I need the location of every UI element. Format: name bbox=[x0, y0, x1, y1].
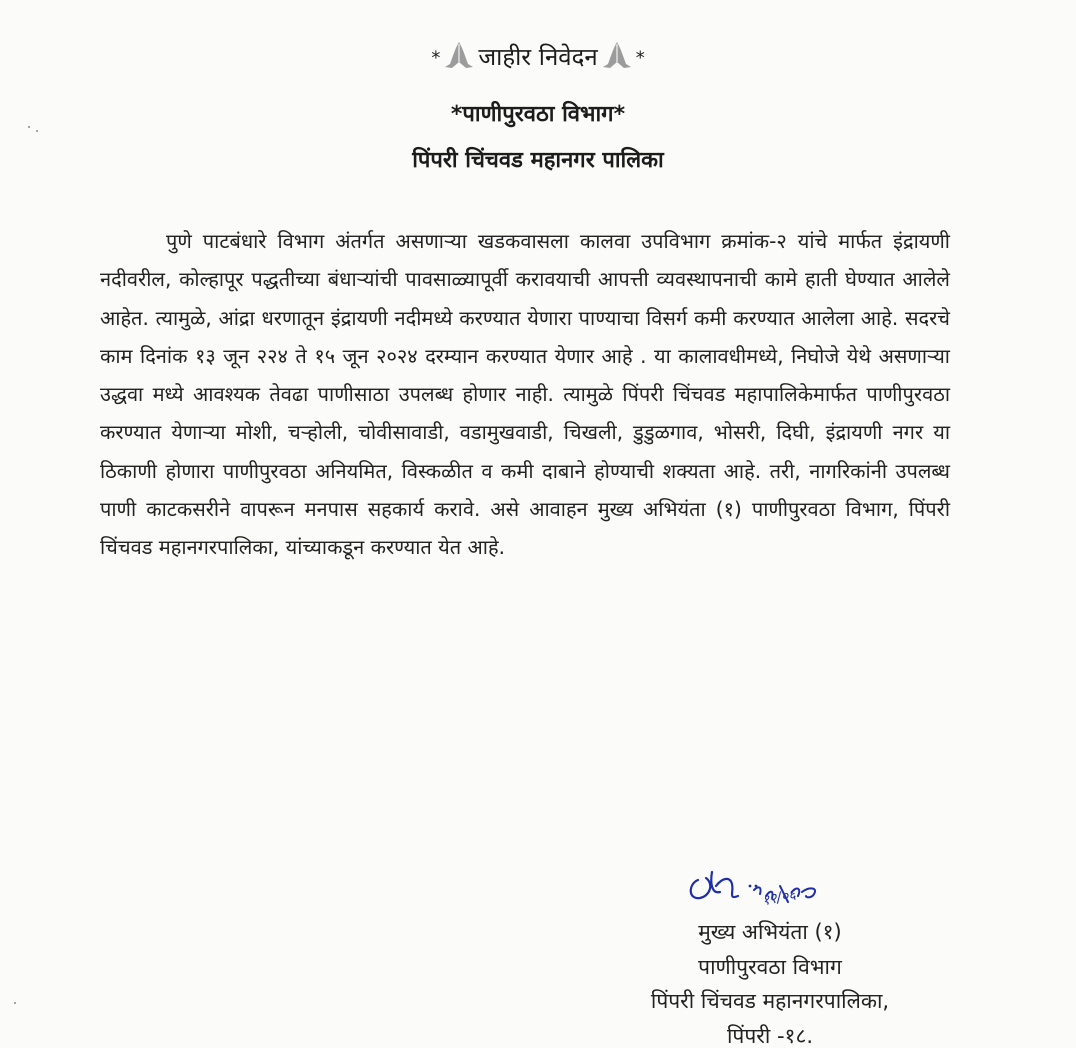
paper-speck bbox=[14, 1002, 16, 1004]
paper-speck bbox=[28, 126, 30, 128]
notice-paragraph: पुणे पाटबंधारे विभाग अंतर्गत असणाऱ्या खडकवासला कालवा उपविभाग क्रमांक-२ यांचे मार्फत इंद्रायणी नदीवरील, कोल्हापूर पद्धतीच्या बंधाऱ्यांची पावसाळ्यापूर्वी करावयाची आपत्ती व्यवस्थापनाची कामे हाती घेण्यात आलेले आहेत. त्यामुळे, आंद्रा धरणातून इंद्रायणी नदीमध्ये करण्यात येणारा पाण्याचा विसर्ग कमी करण्यात आलेला आहे. सदरचे काम दिनांक १३ जून २२४ ते १५ जून २०२४ दरम्यान करण्यात येणार आहे . या कालावधीमध्ये, निघोजे येथे असणाऱ्या उद्धवा मध्ये आवश्यक तेवढा पाणीसाठा उपलब्ध होणार नाही. त्यामुळे पिंपरी चिंचवड महापालिकेमार्फत पाणीपुरवठा करण्यात येणाऱ्या मोशी, चऱ्होली, चोवीसावाडी, वडामुखवाडी, चिखली, डुडुळगाव, भोसरी, दिघी, इंद्रायणी नगर या ठिकाणी होणारा पाणीपुरवठा अनियमित, विस्कळीत व कमी दाबाने होण्याची शक्यता आहे. तरी, नागरिकांनी उपलब्ध पाणी काटकसरीने वापरून मनपास सहकार्य करावे. असे आवाहन मुख्य अभियंता (१) पाणीपुरवठा विभाग, पिंपरी चिंचवड महानगरपालिका, यांच्याकडून करण्यात येत आहे. bbox=[100, 229, 950, 560]
signature-date: १२/०६ bbox=[760, 886, 798, 910]
department-heading: *पाणीपुरवठा विभाग* bbox=[450, 102, 626, 127]
folded-hands-icon bbox=[442, 40, 476, 76]
signatory-department: पाणीपुरवठा विभाग bbox=[698, 955, 842, 979]
title-star-left: * bbox=[431, 47, 441, 69]
signatory-organization: पिंपरी चिंचवड महानगरपालिका, bbox=[650, 989, 890, 1013]
title-text: जाहीर निवेदन bbox=[478, 43, 598, 71]
signatory-address: पिंपरी -१८. bbox=[726, 1024, 814, 1048]
signatory-designation: मुख्य अभियंता (१) bbox=[698, 920, 842, 944]
title-star-right: * bbox=[635, 47, 645, 69]
notice-body bbox=[100, 222, 950, 567]
paper-speck bbox=[36, 130, 38, 132]
notice-title bbox=[0, 40, 1076, 76]
organization-heading: पिंपरी चिंचवड महानगर पालिका bbox=[412, 148, 664, 173]
folded-hands-icon bbox=[600, 40, 634, 76]
